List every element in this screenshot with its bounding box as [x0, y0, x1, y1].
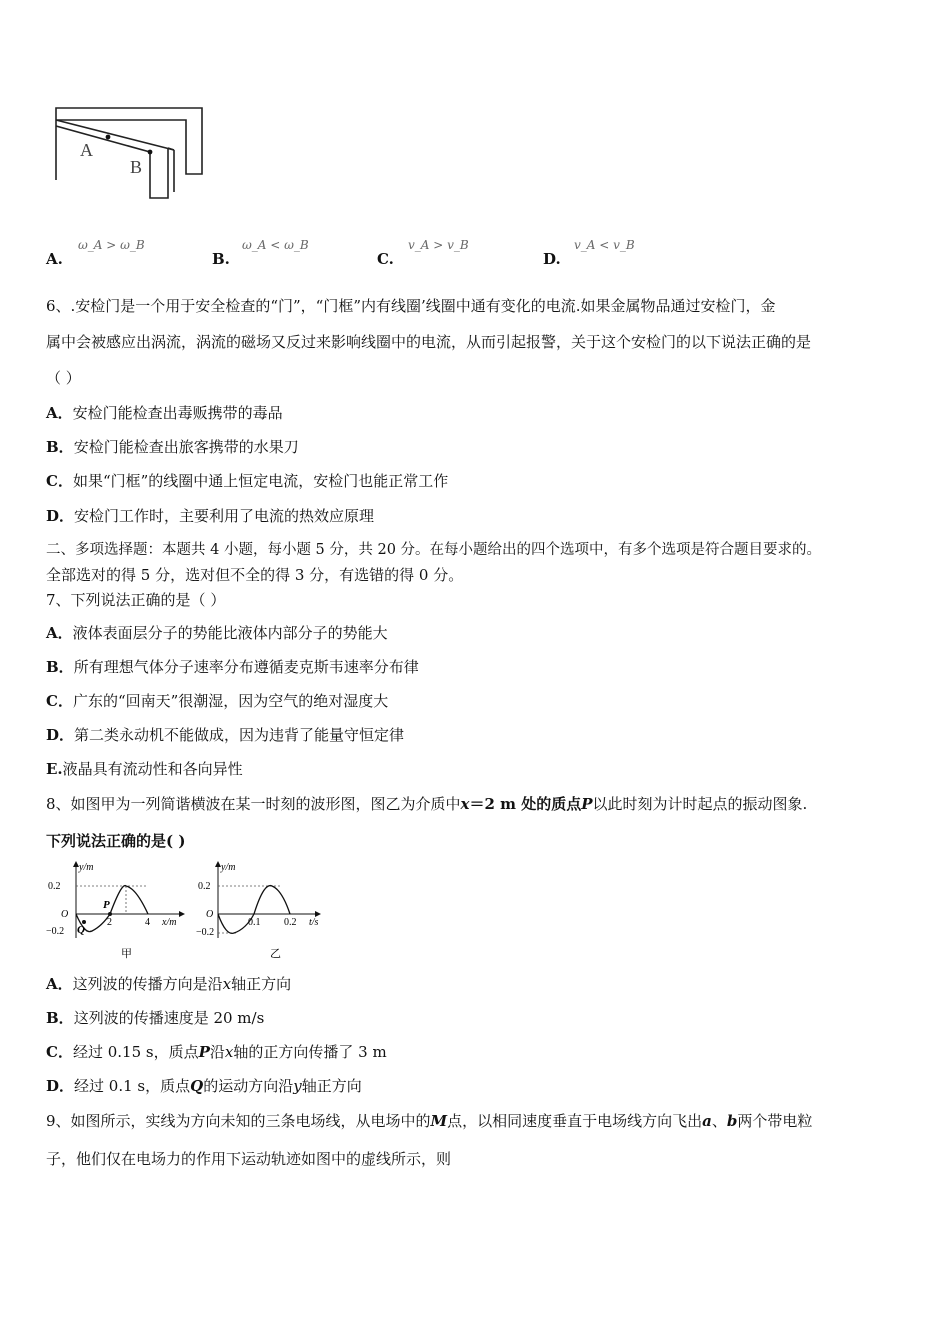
q9-text-post: 两个带电粒 — [737, 1112, 813, 1130]
q6-option-a[interactable] — [46, 403, 283, 423]
q6-stem-line3: （ ） — [46, 369, 81, 387]
yi-ytick-top: 0.2 — [198, 881, 211, 892]
q8-stem-p: P — [581, 795, 593, 813]
q8-option-d-var2: y — [293, 1077, 302, 1095]
q8-option-d-label: D． — [46, 1077, 75, 1095]
q5-option-d-label[interactable]: D. — [543, 250, 561, 268]
jia-ylabel: y/m — [79, 862, 94, 873]
jia-ytick-top: 0.2 — [48, 881, 61, 892]
q8-option-d-text3: 轴正方向 — [301, 1077, 362, 1095]
q5-option-c-expr: v_A > v_B — [408, 238, 469, 252]
q8-stem-line2: 下列说法正确的是( ) — [46, 832, 186, 850]
yi-ytick-bottom: −0.2 — [196, 927, 215, 938]
q6-stem-line2: 属中会被感应出涡流，涡流的磁场又反过来影响线圈中的电流，从而引起报警，关于这个安检门的以下说法正确的是 — [46, 333, 812, 351]
point-a-dot — [106, 135, 111, 140]
jia-origin: O — [61, 909, 69, 920]
jia-xlabel: x/m — [162, 917, 177, 928]
q9-var-a: a — [702, 1112, 712, 1130]
q8-option-c-text3: 轴的正方向传播了 3 m — [233, 1043, 387, 1061]
q8-option-b-label: B． — [46, 1009, 74, 1027]
q7-option-b-text: 所有理想气体分子速率分布遵循麦克斯韦速率分布律 — [73, 658, 419, 676]
yi-xlabel: t/s — [309, 917, 319, 928]
label-a: A — [80, 140, 93, 160]
q7-option-c-text: 广东的“回南天”很潮湿，因为空气的绝对湿度大 — [72, 692, 389, 710]
jia-xtick-2: 2 — [107, 917, 112, 928]
q6-option-b[interactable] — [46, 437, 299, 457]
q6-stem-line1: 6、.安检门是一个用于安全检查的“门”，“门框”内有线圈’线圈中通有变化的电流.如果金属物品通过安检门，金 — [46, 297, 776, 315]
q6-option-d[interactable] — [46, 506, 374, 526]
q8-option-a-var: x — [222, 975, 232, 993]
q9-var-m: M — [430, 1112, 448, 1130]
q6-option-c[interactable] — [46, 471, 448, 491]
q7-option-e-text: 液晶具有流动性和各向异性 — [62, 760, 243, 778]
label-b: B — [130, 157, 143, 177]
vibration-graph-yi — [196, 858, 336, 962]
jia-label-q: Q — [77, 924, 85, 936]
q7-option-b[interactable] — [46, 657, 419, 677]
q9-text-mid: 点，以相同速度垂直于电场线方向飞出 — [447, 1112, 703, 1130]
jia-wave-curve — [76, 886, 148, 932]
yi-origin: O — [206, 909, 214, 920]
section2-line1: 二、多项选择题：本题共 4 小题，每小题 5 分，共 20 分。在每小题给出的四个选项中，有多个选项是符合题目要求的。 — [46, 542, 822, 558]
q6-option-d-text: 安检门工作时，主要利用了电流的热效应原理 — [74, 507, 375, 525]
q6-option-d-label: D． — [46, 507, 75, 525]
q8-option-a-text2: 轴正方向 — [231, 975, 292, 993]
q8-option-c-label: C． — [46, 1043, 73, 1061]
q8-option-b[interactable] — [46, 1008, 264, 1028]
jia-ytick-bottom: −0.2 — [46, 926, 65, 937]
q5-option-a-label[interactable]: A. — [46, 250, 63, 268]
q8-stem-line1 — [46, 794, 807, 814]
q8-option-d[interactable] — [46, 1076, 362, 1096]
q8-stem-post: 以此时刻为计时起点的振动图象. — [592, 795, 808, 813]
section2-line2: 全部选对的得 5 分，选对但不全的得 3 分，有选错的得 0 分。 — [46, 566, 464, 584]
q8-option-d-text1: 经过 0.1 s，质点 — [74, 1077, 191, 1095]
q8-option-a-label: A． — [46, 975, 73, 993]
q8-option-d-text2: 的运动方向沿 — [203, 1077, 294, 1095]
wave-graph-jia — [44, 858, 194, 962]
q6-option-c-label: C． — [46, 472, 73, 490]
jia-xtick-4: 4 — [145, 917, 150, 928]
q6-option-b-label: B． — [46, 438, 74, 456]
q9-stem-line2: 子，他们仅在电场力的作用下运动轨迹如图中的虚线所示，则 — [46, 1150, 452, 1168]
q7-stem: 7、下列说法正确的是（ ） — [46, 591, 226, 609]
q6-option-a-label: A． — [46, 404, 73, 422]
jia-point-p — [108, 912, 112, 916]
q6-option-a-text: 安检门能检查出毒贩携带的毒品 — [72, 404, 283, 422]
q7-option-a-text: 液体表面层分子的势能比液体内部分子的势能大 — [72, 624, 388, 642]
q8-stem-pre: 8、如图甲为一列简谐横波在某一时刻的波形图，图乙为介质中 — [46, 795, 461, 813]
q5-option-b-expr: ω_A < ω_B — [242, 238, 309, 252]
point-b-dot — [148, 150, 153, 155]
q9-stem-line1 — [46, 1111, 812, 1131]
q7-option-b-label: B． — [46, 658, 74, 676]
q6-option-c-text: 如果“门框”的线圈中通上恒定电流，安检门也能正常工作 — [72, 472, 449, 490]
yi-caption: 乙 — [270, 948, 281, 960]
q8-option-a[interactable] — [46, 974, 291, 994]
q8-option-c-text2: 沿 — [209, 1043, 225, 1061]
q5-option-c-label[interactable]: C. — [377, 250, 394, 268]
q8-stem-x: x — [460, 795, 470, 813]
rod-frame-figure — [50, 100, 210, 205]
q7-option-e[interactable] — [46, 759, 243, 779]
q5-option-b-label[interactable]: B. — [212, 250, 230, 268]
q8-option-c-text1: 经过 0.15 s，质点 — [72, 1043, 199, 1061]
jia-label-p: P — [103, 899, 110, 911]
q9-text-pre: 9、如图所示，实线为方向未知的三条电场线，从电场中的 — [46, 1112, 431, 1130]
q5-option-d-expr: v_A < v_B — [574, 238, 635, 252]
jia-caption: 甲 — [121, 948, 132, 960]
q8-option-d-var1: Q — [190, 1077, 204, 1095]
q7-option-d-label: D． — [46, 726, 75, 744]
q6-option-b-text: 安检门能检查出旅客携带的水果刀 — [73, 438, 299, 456]
q7-option-e-label: E. — [46, 760, 63, 778]
q5-option-a-expr: ω_A > ω_B — [78, 238, 145, 252]
q9-var-b: b — [726, 1112, 738, 1130]
q7-option-c-label: C． — [46, 692, 73, 710]
yi-xtick-01: 0.1 — [248, 917, 261, 928]
yi-xtick-02: 0.2 — [284, 917, 297, 928]
q8-option-c[interactable] — [46, 1042, 387, 1062]
q8-stem-mid: ＝2 m 处的质点 — [469, 795, 582, 813]
q7-option-a-label: A． — [46, 624, 73, 642]
q8-option-c-var2: x — [224, 1043, 234, 1061]
yi-ylabel: y/m — [221, 862, 236, 873]
q9-text-sep: 、 — [711, 1112, 727, 1130]
q7-option-c[interactable] — [46, 691, 388, 711]
q7-option-d[interactable] — [46, 725, 404, 745]
q7-option-d-text: 第二类永动机不能做成，因为违背了能量守恒定律 — [74, 726, 405, 744]
q8-option-b-text1: 这列波的传播速度是 20 m/s — [73, 1009, 265, 1027]
q7-option-a[interactable] — [46, 623, 388, 643]
q8-option-a-text1: 这列波的传播方向是沿 — [72, 975, 223, 993]
q8-option-c-var1: P — [198, 1043, 210, 1061]
